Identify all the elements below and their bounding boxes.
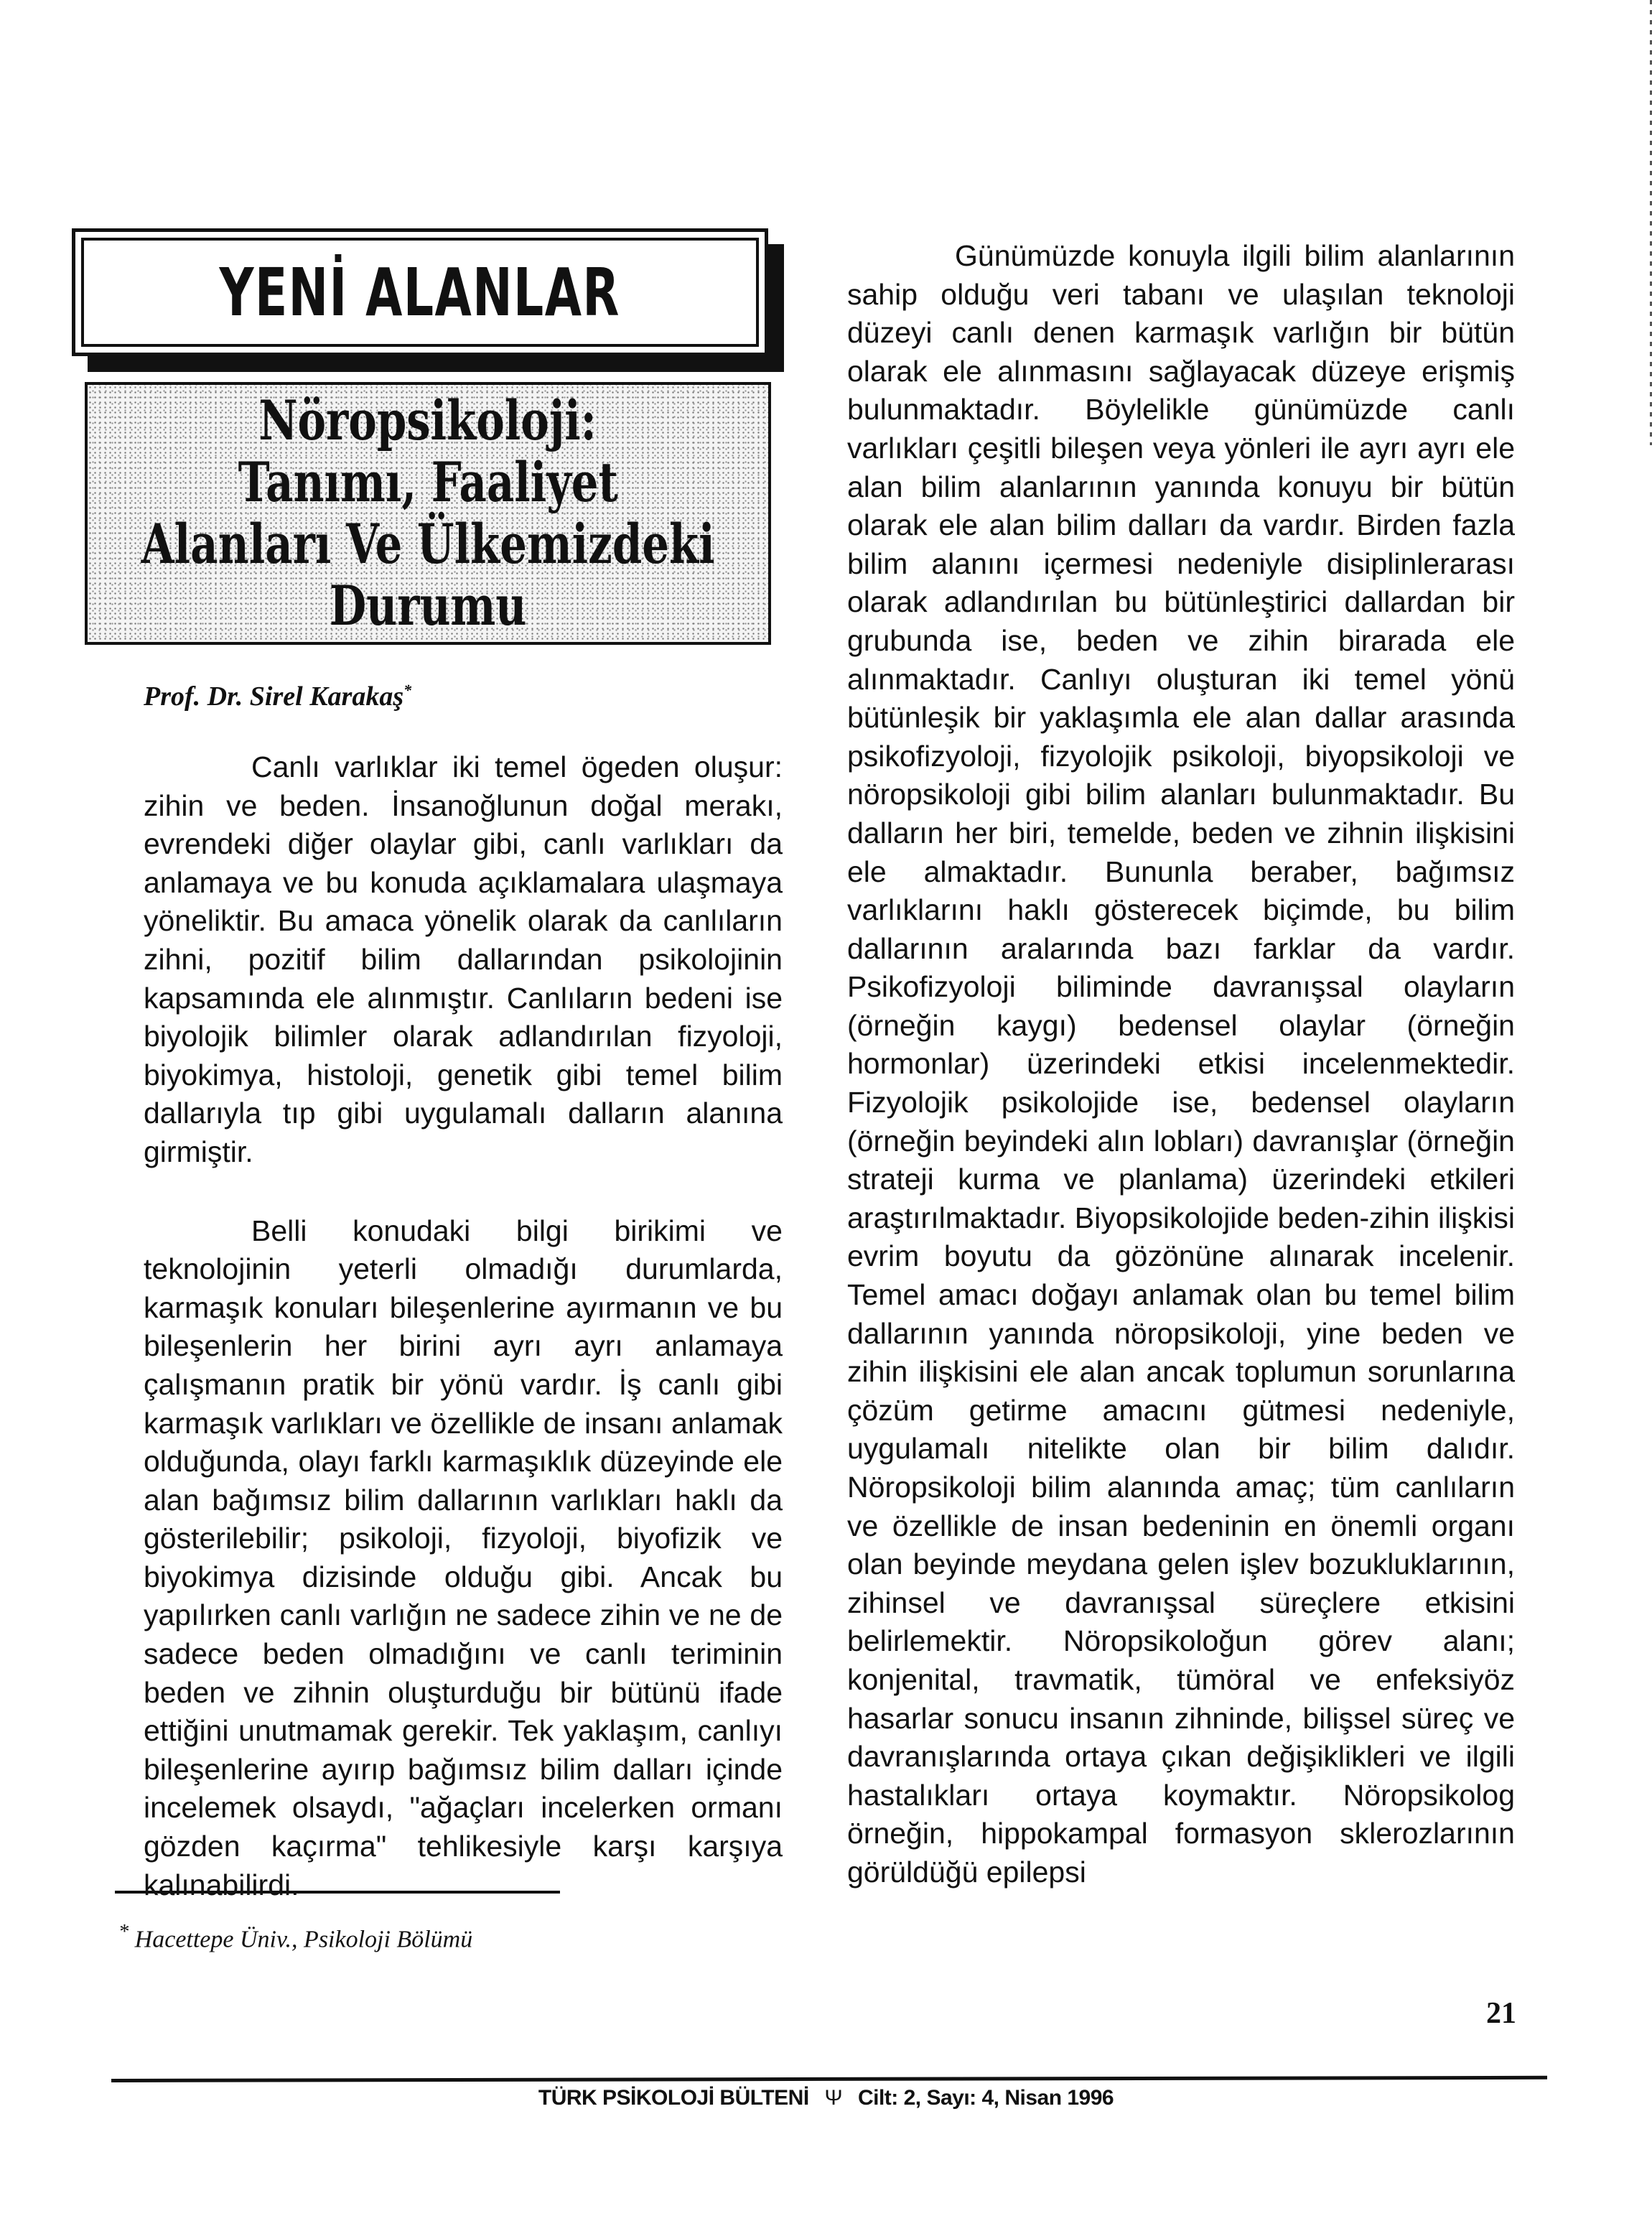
footnote-text: Hacettepe Üniv., Psikoloji Bölümü bbox=[134, 1926, 473, 1953]
footnote-divider bbox=[115, 1891, 560, 1894]
running-footer bbox=[0, 2086, 1652, 2110]
section-banner-frame bbox=[81, 238, 759, 347]
article-title-line: Durumu bbox=[329, 574, 527, 638]
page-number: 21 bbox=[1486, 1997, 1516, 2030]
section-label: YENİ ALANLAR bbox=[219, 253, 621, 331]
footer-divider bbox=[111, 2076, 1547, 2082]
author-footnote-mark: * bbox=[403, 681, 412, 699]
body-paragraph: Günümüzde konuyla ilgili bilim alanlarının sahip olduğu veri tabanı ve ulaşılan teknoloji düzeyi canlı denen karmaşık varlığın bir bütün olarak ele alınmasını sağlayacak düzeye erişmiş bulunmaktadır. Böylelikle günümüzde canlı varlıkları çeşitli bileşen veya yönleri ile ayrı ayrı ele alan bilim alanlarının yanında konuyu bir bütün olarak ele alan bilim dalları da vardır. Birden fazla bilim alanını içermesi nedeniyle disiplinlerarası olarak adlandırılan bu bütünleştirici dallardan bir grubunda ise, beden ve zihin birarada ele alınmaktadır. Canlıyı oluşturan iki temel yönü bütünleşik bir yaklaşımla ele alan dallar arasında psikofizyoloji, fizyolojik psikoloji, biyopsikoloji ve nöropsikoloji gibi bilim alanları bulunmaktadır. Bu dalların her biri, temelde, beden ve zihnin ilişkisini ele almaktadır. Bununla beraber, bağımsız varlıklarını haklı gösterecek biçimde, bu bilim dallarının aralarında bazı farklar da vardır. Psikofizyoloji biliminde davranışsal olayların (örneğin kaygı) bedensel olaylar (örneğin hormonlar) üzerindeki etkisi incelenmektedir. Fizyolojik psikolojide ise, bedensel olayların (örneğin beyindeki alın lobları) davranışlar (örneğin strateji kurma ve planlama) üzerindeki etkileri araştırılmaktadır. Biyopsikolojide beden-zihin ilişkisi evrim boyutu da gözönüne alınarak incelenir. Temel amacı doğayı anlamak olan bu temel bilim dallarının yanında nöropsikoloji, yine beden ve zihin ilişkisini ele alan ancak toplumun sorunlarına çözüm getirme amacını gütmesi nedeniyle, uygulamalı nitelikte olan bir bilim dalıdır. Nöropsikoloji bilim alanında amaç; tüm canlıların ve özellikle de insan bedeninin en önemli organı olan beyinde meydana gelen işlev bozukluklarının, zihinsel ve davranışsal süreçlere etkisini belirlemektir. Nöropsikoloğun görev alanı; konjenital, travmatik, tümöral ve enfeksiyöz hasarlar sonucu insanın zihninde, bilişsel süreç ve davranışlarında ortaya çıkan değişiklikleri ve ilgili hastalıkları ortaya koymaktır. Nöropsikolog örneğin, hippokampal formasyon sklerozlarının görüldüğü epilepsi bbox=[847, 239, 1515, 1889]
right-column bbox=[847, 237, 1515, 1892]
psi-icon: Ψ bbox=[824, 2086, 843, 2110]
article-title-line: Alanları Ve Ülkemizdeki bbox=[141, 512, 715, 576]
body-paragraph: Belli konudaki bilgi birikimi ve teknolojinin yeterli olmadığı durumlarda, karmaşık konuları bileşenlerine ayırmanın ve bu bileşenlerin her birini ayrı ayrı anlamaya çalışmanın pratik bir yönü vardır. İş canlı gibi karmaşık varlıkları ve özellikle de insanı anlamak olduğunda, olayı farklı karmaşıklık düzeyinde ele alan bağımsız bilim dallarının varlıkları haklı da gösterilebilir; psikoloji, fizyoloji, biyofizik ve biyokimya dizisinde olduğu gibi. Ancak bu yapılırken canlı varlığın ne sadece zihin ve ne de sadece beden olmadığını ve canlı teriminin beden ve zihnin oluşturduğu bir bütünü ifade ettiğini unutmamak gerekir. Tek yaklaşım, canlıyı bileşenlerine ayırıp bağımsız bilim dalları içinde incelemek olsaydı, "ağaçları incelerken ormanı gözden kaçırma" tehlikesiyle karşı karşıya kalınabilirdi. bbox=[144, 1214, 783, 1901]
issue-info: Cilt: 2, Sayı: 4, Nisan 1996 bbox=[857, 2086, 1114, 2110]
author-name: Prof. Dr. Sirel Karakaş bbox=[144, 681, 404, 712]
article-author bbox=[144, 681, 411, 712]
body-paragraph: Canlı varlıklar iki temel ögeden oluşur: zihin ve beden. İnsanoğlunun doğal merakı, evrendeki diğer olaylar gibi, canlı varlıkları da anlamaya ve bu konuda açıklamalara ulaşmaya yöneliktir. Bu amaca yönelik olarak da canlıların zihni, pozitif bilim dallarından psikolojinin kapsamında ele alınmıştır. Canlıların bedeni ise biyolojik bilimler olarak adlandırılan fizyoloji, biyokimya, histoloji, genetik gibi temel bilim dallarıyla tıp gibi uygulamalı dalların alanına girmiştir. bbox=[144, 750, 783, 1168]
footnote-mark: * bbox=[118, 1921, 129, 1943]
left-column bbox=[144, 748, 783, 1904]
section-banner bbox=[72, 228, 768, 356]
article-title-line: Nöropsikoloji: bbox=[258, 388, 597, 452]
article-title-box bbox=[85, 382, 771, 645]
footnote bbox=[118, 1921, 472, 1953]
journal-name: TÜRK PSİKOLOJİ BÜLTENİ bbox=[538, 2086, 809, 2110]
article-title-line: Tanımı, Faaliyet bbox=[238, 450, 618, 514]
